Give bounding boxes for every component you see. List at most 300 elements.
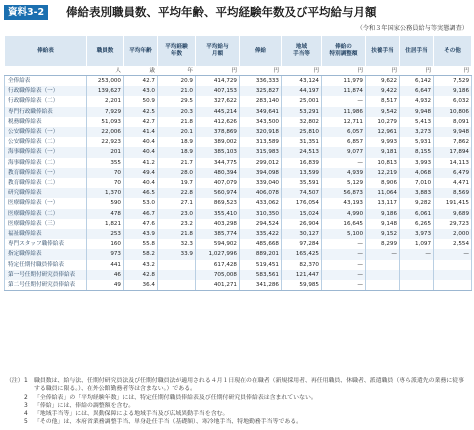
table-cell <box>366 270 400 280</box>
table-cell: 43.2 <box>124 260 158 270</box>
table-cell: 412,626 <box>196 117 240 127</box>
table-row <box>5 260 472 270</box>
table-cell: 97,284 <box>282 239 322 249</box>
table-cell: 70 <box>87 168 124 178</box>
table-cell: 23.2 <box>158 219 196 229</box>
table-cell <box>158 280 196 291</box>
table-cell: 5,931 <box>400 137 434 147</box>
table-cell: 11,064 <box>366 188 400 198</box>
table-cell: 2,000 <box>434 229 472 239</box>
table-row <box>5 147 472 157</box>
table-cell: 23.0 <box>158 209 196 219</box>
row-label: 教育職俸給表（一） <box>5 168 87 178</box>
table-cell: 8,299 <box>366 239 400 249</box>
table-cell: 22,923 <box>87 137 124 147</box>
table-cell: 42.8 <box>124 270 158 280</box>
table-cell: 20.1 <box>158 127 196 137</box>
table-cell: 253 <box>87 229 124 239</box>
table-cell: 22,006 <box>87 127 124 137</box>
table-cell: 50.9 <box>124 96 158 106</box>
table-cell: 343,500 <box>240 117 282 127</box>
column-header: 扶養手当 <box>366 36 400 67</box>
unit-cell: 人 <box>87 67 124 76</box>
table-cell: 889,201 <box>240 249 282 259</box>
table-cell: 445,214 <box>196 107 240 117</box>
table-cell: 9,181 <box>366 147 400 157</box>
table-cell: — <box>322 249 366 259</box>
table-cell: 22.8 <box>158 188 196 198</box>
footnote-label <box>6 394 24 402</box>
footnote-item <box>6 377 468 394</box>
unit-cell <box>5 67 87 76</box>
table-cell: 594,902 <box>196 239 240 249</box>
table-cell: 40.4 <box>124 137 158 147</box>
table-row <box>5 249 472 259</box>
table-cell <box>158 260 196 270</box>
table-cell: 403,298 <box>196 219 240 229</box>
table-cell: 401,271 <box>196 280 240 291</box>
table-cell <box>400 260 434 270</box>
table-cell: 9,148 <box>366 219 400 229</box>
units-row <box>5 67 472 76</box>
footnote-text: 「地域手当等」には、異動保障による地域手当及び広域異動手当を含む。 <box>34 411 229 418</box>
table-cell: 32.3 <box>158 239 196 249</box>
table-cell: 20.3 <box>158 107 196 117</box>
row-label: 医療職俸給表（三） <box>5 219 87 229</box>
table-cell: 47.6 <box>124 219 158 229</box>
table-cell: 9,993 <box>366 137 400 147</box>
footnote-text: 「その他」は、本府省業務調整手当、単身赴任手当（基礎額）、寒冷地手当、特地勤務手当等である。 <box>34 419 303 426</box>
table-cell: 11,986 <box>322 107 366 117</box>
row-label: 行政職俸給表（二） <box>5 96 87 106</box>
footnote-item <box>6 418 468 426</box>
table-cell: 3,993 <box>400 158 434 168</box>
table-cell: — <box>366 249 400 259</box>
table-cell: 29,723 <box>434 219 472 229</box>
table-cell: 869,523 <box>196 198 240 208</box>
table-cell: 283,140 <box>240 96 282 106</box>
table-cell: 43.0 <box>124 86 158 96</box>
table-cell: 165,425 <box>282 249 322 259</box>
unit-cell: 円 <box>322 67 366 76</box>
table-cell: 5,413 <box>400 117 434 127</box>
table-cell: 5,100 <box>322 229 366 239</box>
table-row <box>5 107 472 117</box>
table-row <box>5 117 472 127</box>
table-cell: 355 <box>87 158 124 168</box>
table-cell: 42.7 <box>124 76 158 87</box>
table-cell: 21.0 <box>158 86 196 96</box>
table-cell: — <box>322 239 366 249</box>
table-cell: 344,775 <box>196 158 240 168</box>
row-label: 研究職俸給表 <box>5 188 87 198</box>
footnote-label <box>6 410 24 418</box>
table-row <box>5 137 472 147</box>
table-row <box>5 158 472 168</box>
table-cell: 51,093 <box>87 117 124 127</box>
row-label: 福祉職俸給表 <box>5 229 87 239</box>
footnote-text: 「全俸給表」の「平均経験年数」には、特定任期付職員俸給表及び任期付研究員俸給表は含まれていない。 <box>34 394 317 401</box>
row-label: 専門行政職俸給表 <box>5 107 87 117</box>
table-cell: 7,862 <box>434 137 472 147</box>
table-cell: 12,219 <box>366 168 400 178</box>
table-cell: 6,061 <box>400 209 434 219</box>
table-cell: 3,273 <box>400 127 434 137</box>
table-cell: 82,370 <box>282 260 322 270</box>
unit-cell: 年 <box>158 67 196 76</box>
row-label: 海事職俸給表（二） <box>5 158 87 168</box>
table-cell: 44,197 <box>282 86 322 96</box>
unit-cell: 円 <box>366 67 400 76</box>
table-cell: 327,622 <box>196 96 240 106</box>
table-cell: 4,939 <box>322 168 366 178</box>
table-row <box>5 219 472 229</box>
footnote-number: 2 <box>24 394 28 401</box>
table-cell: 4,068 <box>400 168 434 178</box>
table-cell: 46.5 <box>124 188 158 198</box>
table-cell: 21.8 <box>158 229 196 239</box>
table-cell: 53.0 <box>124 198 158 208</box>
footnote-number: 4 <box>24 411 28 418</box>
column-header: 地域 手当等 <box>282 36 322 67</box>
table-cell: 31,351 <box>282 137 322 147</box>
table-cell: 253,000 <box>87 76 124 87</box>
table-cell <box>158 270 196 280</box>
table-row <box>5 168 472 178</box>
table-cell: 617,428 <box>196 260 240 270</box>
table-cell: 9,077 <box>322 147 366 157</box>
table-cell: 6,032 <box>434 96 472 106</box>
row-label: 全俸給表 <box>5 76 87 87</box>
table-cell: 313,589 <box>240 137 282 147</box>
table-cell: 6,265 <box>400 219 434 229</box>
table-cell: 12,961 <box>366 127 400 137</box>
footnote-label: （注） <box>6 378 24 384</box>
row-label: 教育職俸給表（二） <box>5 178 87 188</box>
table-cell: 414,729 <box>196 76 240 87</box>
table-cell: 36.4 <box>124 280 158 291</box>
table-cell: 339,040 <box>240 178 282 188</box>
table-cell: 1,097 <box>400 239 434 249</box>
column-header: 職員数 <box>87 36 124 67</box>
table-cell: 46.7 <box>124 209 158 219</box>
table-cell: 3,883 <box>400 188 434 198</box>
table-cell: 42.7 <box>124 117 158 127</box>
table-row <box>5 96 472 106</box>
column-header: その他 <box>434 36 472 67</box>
table-cell: 6,479 <box>434 168 472 178</box>
table-cell: 33.9 <box>158 249 196 259</box>
table-cell: 25,001 <box>282 96 322 106</box>
table-row <box>5 280 472 291</box>
table-cell: 8,906 <box>366 178 400 188</box>
table-cell: 16,839 <box>282 158 322 168</box>
table-cell: 7,010 <box>400 178 434 188</box>
table-cell: 49.4 <box>124 168 158 178</box>
table-cell: 11,874 <box>322 86 366 96</box>
table-cell: 3,973 <box>400 229 434 239</box>
table-cell: 21.8 <box>158 117 196 127</box>
table-cell: 583,561 <box>240 270 282 280</box>
column-header: 俸給表 <box>5 36 87 67</box>
table-cell: 139,627 <box>87 86 124 96</box>
table-cell: 56,873 <box>322 188 366 198</box>
table-cell: 9,186 <box>366 209 400 219</box>
table-cell: 336,333 <box>240 76 282 87</box>
table-cell: 6,057 <box>322 127 366 137</box>
unit-cell: 円 <box>240 67 282 76</box>
row-label: 医療職俸給表（二） <box>5 209 87 219</box>
row-label: 公安職俸給表（一） <box>5 127 87 137</box>
table-cell: 478 <box>87 209 124 219</box>
table-cell: 590 <box>87 198 124 208</box>
column-header: 平均経験 年数 <box>158 36 196 67</box>
footnote-label <box>6 418 24 426</box>
unit-cell: 歳 <box>124 67 158 76</box>
table-cell: 433,062 <box>240 198 282 208</box>
table-cell: 18.9 <box>158 137 196 147</box>
table-cell: 58.2 <box>124 249 158 259</box>
table-cell: 46 <box>87 270 124 280</box>
footnote-item <box>6 402 468 410</box>
table-cell: 9,542 <box>366 107 400 117</box>
table-cell: — <box>322 270 366 280</box>
table-cell: 406,078 <box>240 188 282 198</box>
table-cell: 385,103 <box>196 147 240 157</box>
table-cell: 201 <box>87 147 124 157</box>
table-cell <box>366 260 400 270</box>
table-cell: 41.4 <box>124 127 158 137</box>
footnote-number: 5 <box>24 419 28 426</box>
table-cell <box>400 270 434 280</box>
table-cell: 8,155 <box>400 147 434 157</box>
table-cell: 9,152 <box>366 229 400 239</box>
row-label: 特定任期付職員俸給表 <box>5 260 87 270</box>
table-cell: — <box>434 249 472 259</box>
table-cell: 2,554 <box>434 239 472 249</box>
table-cell: 10,806 <box>434 107 472 117</box>
table-row <box>5 270 472 280</box>
table-cell: 441 <box>87 260 124 270</box>
table-cell: — <box>400 249 434 259</box>
table-cell: 43,193 <box>322 198 366 208</box>
table-cell: 294,524 <box>240 219 282 229</box>
row-label: 行政職俸給表（一） <box>5 86 87 96</box>
table-cell: 315,983 <box>240 147 282 157</box>
table-cell: 8,517 <box>366 96 400 106</box>
table-cell: 121,447 <box>282 270 322 280</box>
table-cell: 394,098 <box>240 168 282 178</box>
table-cell: 480,394 <box>196 168 240 178</box>
header <box>0 0 474 24</box>
table-cell: 9,422 <box>366 86 400 96</box>
table-cell: — <box>322 260 366 270</box>
unit-cell: 円 <box>282 67 322 76</box>
table-cell: 8,091 <box>434 117 472 127</box>
footnote-item <box>6 394 468 402</box>
table-cell: 1,370 <box>87 188 124 198</box>
table-cell: 11,979 <box>322 76 366 87</box>
table-cell: 49 <box>87 280 124 291</box>
column-header: 平均年齢 <box>124 36 158 67</box>
table-row <box>5 76 472 87</box>
row-label: 第二号任期付研究員俸給表 <box>5 280 87 291</box>
row-label: 海事職俸給表（一） <box>5 147 87 157</box>
table-cell: 9,948 <box>400 107 434 117</box>
table-cell <box>434 270 472 280</box>
table-cell: 27.1 <box>158 198 196 208</box>
table-cell: 1,821 <box>87 219 124 229</box>
salary-table <box>4 35 472 291</box>
unit-cell: 円 <box>400 67 434 76</box>
table-cell: 407,079 <box>196 178 240 188</box>
table-cell: 519,451 <box>240 260 282 270</box>
row-label: 医療職俸給表（一） <box>5 198 87 208</box>
footnote-text: 職員数は、給与法、任期付研究員法及び任期付職員法が適用される４月１日現在の在職者（新規採用者、再任用職員、休職者、派遣職員（専ら派遣先の業務に従事する職員に限る。）、在外公館勤務者等は含まない。）である。 <box>34 378 465 393</box>
column-header: 俸給の 特別調整額 <box>322 36 366 67</box>
table-cell: 32,802 <box>282 117 322 127</box>
table-row <box>5 239 472 249</box>
table-cell: 16,645 <box>322 219 366 229</box>
table-cell: 2,201 <box>87 96 124 106</box>
table-cell: 9,689 <box>434 209 472 219</box>
table-cell: 20.9 <box>158 76 196 87</box>
table-cell: 485,668 <box>240 239 282 249</box>
table-cell: 29.5 <box>158 96 196 106</box>
table-row <box>5 229 472 239</box>
table-cell: 299,012 <box>240 158 282 168</box>
table-cell: 7,929 <box>87 107 124 117</box>
table-cell: 160 <box>87 239 124 249</box>
table-cell <box>434 260 472 270</box>
table-cell: — <box>322 280 366 291</box>
unit-cell: 円 <box>434 67 472 76</box>
table-cell: 7,529 <box>434 76 472 87</box>
table-cell: 53,291 <box>282 107 322 117</box>
table-cell: 14,113 <box>434 158 472 168</box>
table-cell: 15,024 <box>282 209 322 219</box>
table-row <box>5 188 472 198</box>
table-row <box>5 198 472 208</box>
row-label: 税務職俸給表 <box>5 117 87 127</box>
table-cell: 4,932 <box>400 96 434 106</box>
table-cell: 176,054 <box>282 198 322 208</box>
table-cell: — <box>322 96 366 106</box>
table-cell: 42.5 <box>124 107 158 117</box>
table-cell: 320,918 <box>240 127 282 137</box>
page-title: 俸給表別職員数、平均年齢、平均経験年数及び平均給与月額 <box>66 5 377 19</box>
table-cell: 19.7 <box>158 178 196 188</box>
table-cell: — <box>322 158 366 168</box>
table-cell: 389,002 <box>196 137 240 147</box>
row-label: 第一号任期付研究員俸給表 <box>5 270 87 280</box>
table-cell: 9,948 <box>434 127 472 137</box>
table-cell <box>400 280 434 291</box>
table-cell: 40.4 <box>124 178 158 188</box>
source-note: （令和３年国家公務員給与等実態調査） <box>356 25 468 32</box>
table-cell: 55.8 <box>124 239 158 249</box>
table-cell <box>366 280 400 291</box>
table-cell: 385,774 <box>196 229 240 239</box>
table-cell: 705,008 <box>196 270 240 280</box>
table-cell: 4,990 <box>322 209 366 219</box>
table-row <box>5 209 472 219</box>
table-cell: 8,569 <box>434 188 472 198</box>
footnote-number: 3 <box>24 402 28 409</box>
table-row <box>5 178 472 188</box>
header-row <box>5 36 472 67</box>
table-cell: 25,810 <box>282 127 322 137</box>
table-cell: 10,813 <box>366 158 400 168</box>
table-cell: 191,415 <box>434 198 472 208</box>
unit-cell: 円 <box>196 67 240 76</box>
footnote-number: 1 <box>24 378 28 384</box>
table-cell: 35,591 <box>282 178 322 188</box>
footnote-label <box>6 402 24 410</box>
table-cell: 43,124 <box>282 76 322 87</box>
table-cell: 9,282 <box>400 198 434 208</box>
table-cell: 973 <box>87 249 124 259</box>
table-cell: 28.0 <box>158 168 196 178</box>
table-cell: 335,422 <box>240 229 282 239</box>
table-cell: 560,974 <box>196 188 240 198</box>
table-cell: 13,599 <box>282 168 322 178</box>
table-cell: 26,904 <box>282 219 322 229</box>
table-cell: 13,117 <box>366 198 400 208</box>
table-cell: 17,894 <box>434 147 472 157</box>
exhibit-badge: 資料3-2 <box>4 5 48 20</box>
table-cell: 24,513 <box>282 147 322 157</box>
footnotes <box>6 377 468 427</box>
table-cell: 9,622 <box>366 76 400 87</box>
table-cell: 21.7 <box>158 158 196 168</box>
table-cell: 6,857 <box>322 137 366 147</box>
row-label: 専門スタッフ職俸給表 <box>5 239 87 249</box>
table-cell: 41.2 <box>124 158 158 168</box>
salary-table-container <box>4 35 471 291</box>
table-cell: 6,647 <box>400 86 434 96</box>
table-cell: 43.9 <box>124 229 158 239</box>
table-row <box>5 127 472 137</box>
table-cell: 6,142 <box>400 76 434 87</box>
table-cell: 70 <box>87 178 124 188</box>
table-cell: 325,827 <box>240 86 282 96</box>
table-cell: 407,153 <box>196 86 240 96</box>
table-cell: 355,410 <box>196 209 240 219</box>
table-cell: 59,985 <box>282 280 322 291</box>
column-header: 平均給与 月額 <box>196 36 240 67</box>
table-cell: 310,350 <box>240 209 282 219</box>
table-cell: 10,279 <box>366 117 400 127</box>
table-cell: 5,129 <box>322 178 366 188</box>
table-cell: 341,286 <box>240 280 282 291</box>
column-header: 俸給 <box>240 36 282 67</box>
table-cell: 18.9 <box>158 147 196 157</box>
table-cell: 74,507 <box>282 188 322 198</box>
table-cell: 4,471 <box>434 178 472 188</box>
table-cell: 378,869 <box>196 127 240 137</box>
table-row <box>5 86 472 96</box>
column-header: 住居手当 <box>400 36 434 67</box>
table-cell: 40.4 <box>124 147 158 157</box>
table-cell <box>434 280 472 291</box>
table-cell: 12,711 <box>322 117 366 127</box>
table-cell: 349,641 <box>240 107 282 117</box>
footnote-text: 「俸給」には、俸給の調整額を含む。 <box>34 402 135 409</box>
row-label: 公安職俸給表（二） <box>5 137 87 147</box>
table-cell: 1,027,996 <box>196 249 240 259</box>
table-cell: 9,186 <box>434 86 472 96</box>
